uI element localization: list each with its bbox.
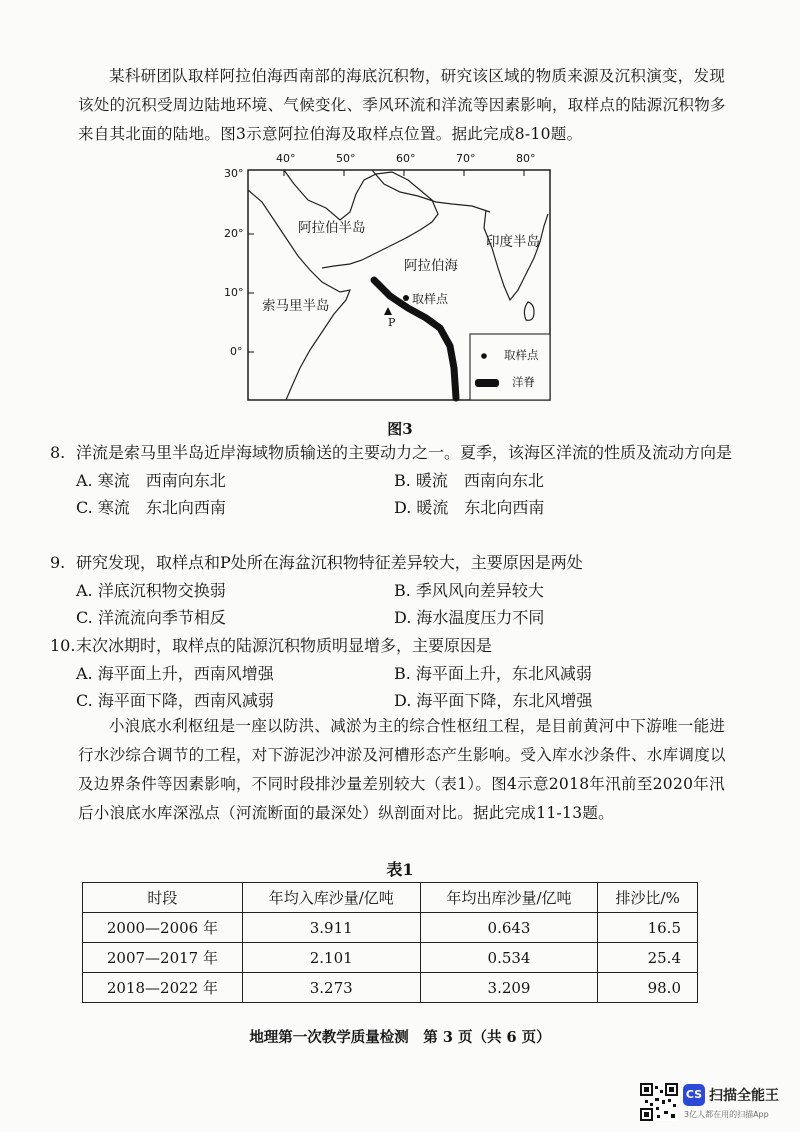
option-b[interactable]: B. 海平面上升，东北风减弱: [394, 664, 592, 683]
table-cell: 98.0: [598, 973, 698, 1003]
option-d[interactable]: D. 海水温度压力不同: [394, 608, 545, 627]
question-text: 末次冰期时，取样点的陆源沉积物质明显增多，主要原因是: [76, 636, 493, 655]
lon-tick: 70°: [456, 152, 476, 165]
question-number: 8.: [50, 443, 66, 462]
camscanner-logo-icon: CS: [683, 1084, 705, 1106]
figure-3-caption: 图3: [387, 420, 413, 438]
sample-point-marker: [403, 295, 409, 301]
map-top-ticks: [248, 170, 524, 352]
table-cell: 2018—2022 年: [83, 973, 243, 1003]
option-a[interactable]: A. 海平面上升，西南风增强: [76, 664, 274, 683]
question-stem: [50, 438, 750, 467]
table-1: [82, 882, 698, 1003]
point-p-marker: [384, 307, 392, 315]
lat-tick: 10°: [224, 286, 244, 299]
page-footer: 地理第一次教学质量检测 第 3 页（共 6 页）: [249, 1029, 551, 1046]
lat-tick: 30°: [224, 167, 244, 180]
table-header-cell: 时段: [83, 883, 243, 913]
map-drawing: [222, 150, 562, 410]
question-10: [50, 631, 750, 714]
option-c[interactable]: C. 洋流流向季节相反: [76, 608, 226, 627]
table-cell: 16.5: [598, 913, 698, 943]
table-row: [83, 913, 698, 943]
table-header-row: [83, 883, 698, 913]
table-cell: 2.101: [242, 943, 420, 973]
table-cell: 3.209: [420, 973, 598, 1003]
legend-sample-symbol: [481, 353, 487, 359]
intro-paragraph-8-10: 某科研团队取样阿拉伯海西南部的海底沉积物，研究该区域的物质来源及沉积演变，发现该处的沉积受周边陆地环境、气候变化、季风环流和洋流等因素影响，取样点的陆源沉积物多来自其北面的陆地。图3示意阿拉伯海及取样点位置。据此完成8-10题。: [78, 67, 726, 143]
iran-coast: [372, 170, 490, 212]
table-header-cell: 排沙比/%: [598, 883, 698, 913]
table-row: [83, 973, 698, 1003]
option-c[interactable]: C. 海平面下降，西南风减弱: [76, 691, 274, 710]
question-number: 9.: [50, 553, 66, 572]
option-a[interactable]: A. 洋底沉积物交换弱: [76, 581, 226, 600]
option-b[interactable]: B. 季风风向差异较大: [394, 581, 544, 600]
legend-ridge-label: 洋脊: [512, 375, 535, 389]
lon-tick: 80°: [516, 152, 536, 165]
label-arabian-peninsula: 阿拉伯半岛: [298, 220, 366, 236]
table-1-title: 表1: [386, 860, 414, 879]
question-stem: [50, 631, 750, 660]
lon-tick: 50°: [336, 152, 356, 165]
lon-tick: 60°: [396, 152, 416, 165]
table-header-cell: 年均出库沙量/亿吨: [420, 883, 598, 913]
option-d[interactable]: D. 暖流 东北向西南: [394, 498, 545, 517]
question-text: 研究发现，取样点和P处所在海盆沉积物特征差异较大，主要原因是两处: [76, 553, 583, 572]
option-c[interactable]: C. 寒流 东北向西南: [76, 498, 226, 517]
scanner-slogan: 3亿人都在用的扫描App: [684, 1110, 769, 1119]
table-header-cell: 年均入库沙量/亿吨: [242, 883, 420, 913]
question-number: 10.: [50, 636, 76, 655]
option-b[interactable]: B. 暖流 西南向东北: [394, 471, 544, 490]
table-cell: 3.911: [242, 913, 420, 943]
figure-3-map: [222, 150, 562, 410]
option-d[interactable]: D. 海平面下降，东北风增强: [394, 691, 593, 710]
lon-tick: 40°: [276, 152, 296, 165]
table-cell: 0.534: [420, 943, 598, 973]
label-indian-peninsula: 印度半岛: [486, 234, 540, 250]
legend-sample-label: 取样点: [504, 348, 539, 362]
legend-box: [470, 334, 550, 400]
intro-paragraph-11-13: 小浪底水利枢纽是一座以防洪、减淤为主的综合性枢纽工程，是目前黄河中下游唯一能进行水沙综合调节的工程，对下游泥沙冲淤及河槽形态产生影响。受入库水沙条件、水库调度以及边界条件等因素影响，不同时段排沙量差别较大（表1）。图4示意2018年汛前至2020年汛后小浪底水库深泓点（河流断面的最深处）纵剖面对比。据此完成11-13题。: [78, 717, 726, 822]
label-arabian-sea: 阿拉伯海: [404, 258, 458, 274]
legend-ridge-symbol: [475, 379, 499, 387]
lat-tick: 0°: [230, 345, 243, 358]
question-9: [50, 548, 750, 631]
table-row: [83, 943, 698, 973]
question-8: [50, 438, 750, 521]
table-cell: 2007—2017 年: [83, 943, 243, 973]
lat-tick: 20°: [224, 227, 244, 240]
question-stem: [50, 548, 750, 577]
sri-lanka: [524, 302, 534, 320]
label-point-p: P: [388, 316, 396, 329]
label-sample-point: 取样点: [412, 292, 449, 306]
scanner-app-name: 扫描全能王: [709, 1088, 779, 1104]
india-coast: [484, 210, 548, 300]
label-somali-peninsula: 索马里半岛: [262, 298, 330, 314]
table-cell: 2000—2006 年: [83, 913, 243, 943]
option-a[interactable]: A. 寒流 西南向东北: [76, 471, 226, 490]
question-text: 洋流是索马里半岛近岸海域物质输送的主要动力之一。夏季，该海区洋流的性质及流动方向是: [76, 443, 733, 462]
table-cell: 0.643: [420, 913, 598, 943]
table-cell: 3.273: [242, 973, 420, 1003]
qr-code-icon: [640, 1083, 678, 1121]
table-cell: 25.4: [598, 943, 698, 973]
